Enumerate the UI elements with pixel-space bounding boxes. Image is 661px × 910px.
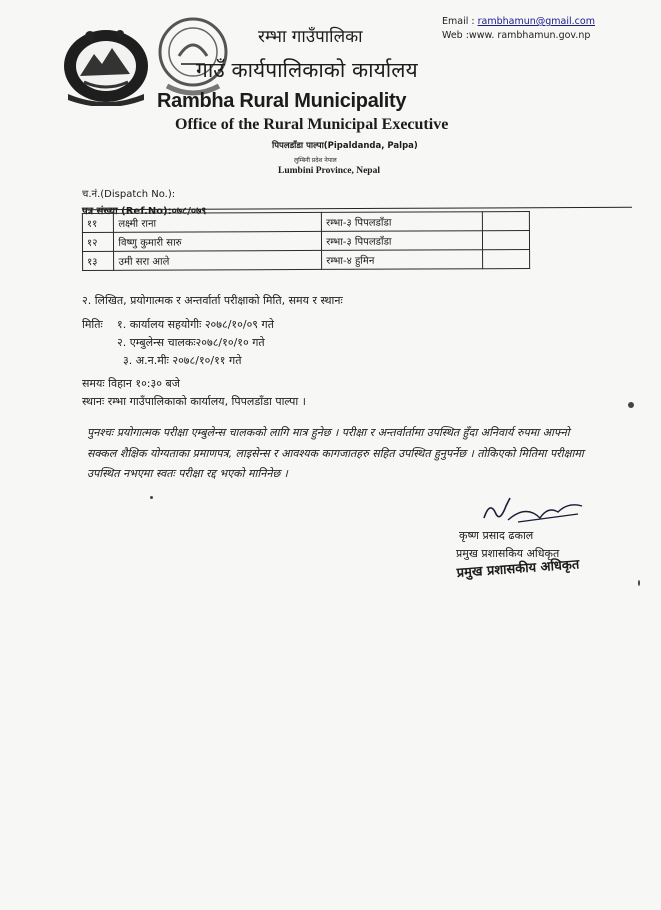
email-label: Email : — [442, 16, 475, 27]
serial-cell: १२ — [82, 232, 113, 251]
exam-date-item: १. कार्यालय सहयोगीः २०७८/१०/०९ गते — [117, 318, 274, 331]
empty-cell — [483, 212, 530, 231]
municipality-name-en: Rambha Rural Municipality — [157, 90, 407, 112]
empty-cell — [483, 231, 530, 250]
reference-number: पत्र संख्या (Ref.No):०७८/०७९ — [82, 206, 207, 217]
exam-venue: स्थानः रम्भा गाउँपालिकाको कार्यालय, पिपलडाँडा पाल्पा । — [82, 395, 306, 408]
contact-block — [442, 15, 595, 43]
table-row — [83, 250, 530, 271]
office-name-np: गाउँ कार्यपालिकाको कार्यालय — [196, 58, 418, 82]
address-cell: रम्भा-४ हुमिन — [322, 250, 483, 270]
website-text: Web :www. rambhamun.gov.np — [442, 30, 591, 41]
address-cell: रम्भा-३ पिपलडाँडा — [322, 212, 483, 232]
serial-cell: ११ — [82, 213, 113, 232]
municipality-name-np: रम्भा गाउँपालिका — [258, 27, 363, 47]
table-row — [82, 212, 529, 233]
province-line-np: लुम्बिनी प्रदेश नेपाल — [294, 157, 337, 164]
name-cell: विष्णु कुमारी सारु — [114, 231, 322, 251]
official-stamp: प्रमुख प्रशासकीय अधिकृत — [456, 557, 580, 581]
name-cell: उमी सरा आले — [114, 250, 322, 270]
email-link[interactable]: rambhamun@gmail.com — [477, 16, 595, 27]
signatory-name: कृष्ण प्रसाद ढकाल — [459, 529, 534, 542]
scan-speck — [628, 402, 634, 408]
table-row — [82, 231, 529, 252]
address-line: पिपलडाँडा पाल्पा(Pipaldanda, Palpa) — [272, 141, 418, 151]
date-label: मितिः — [82, 318, 103, 331]
exam-date-item: ३. अ.न.मीः २०७८/१०/११ गते — [123, 354, 242, 367]
name-cell: लक्ष्मी राना — [114, 212, 322, 232]
exam-date-item: २. एम्बुलेन्स चालकः२०७८/१०/१० गते — [117, 336, 265, 349]
nepal-emblem-logo — [60, 24, 152, 106]
scan-speck — [150, 496, 153, 499]
address-cell: रम्भा-३ पिपलडाँडा — [322, 231, 483, 251]
candidate-table — [82, 211, 530, 271]
signatory-title: प्रमुख प्रशासकिय अधिकृत — [456, 547, 560, 560]
dispatch-number: च.नं.(Dispatch No.): — [82, 189, 176, 200]
serial-cell: १३ — [83, 251, 114, 270]
empty-cell — [483, 250, 530, 269]
province-line-en: Lumbini Province, Nepal — [278, 166, 380, 176]
exam-time: समयः विहान १०:३० बजे — [82, 377, 180, 390]
handwritten-signature — [478, 492, 588, 526]
postscript-note: पुनश्चः प्रयोगात्मक परीक्षा एम्बुलेन्स चालकको लागि मात्र हुनेछ । परीक्षा र अन्तर्वार्तामा उपस्थित हुँदा अनिवार्य रुपमा आफ्नो सक्कल शैक्षिक योग्यताका प्रमाणपत्र, लाइसेन्स र आवश्यक कागजातहरु सहित उपस्थित हुनुपर्नेछ । तोकिएको मितिमा परीक्षामा उपस्थित नभएमा स्वतः परीक्षा रद्द भएको मानिनेछ । — [87, 426, 584, 480]
office-name-en: Office of the Rural Municipal Executive — [175, 116, 449, 133]
scan-speck — [638, 580, 640, 586]
exam-section-heading: २. लिखित, प्रयोगात्मक र अन्तर्वार्ता परीक्षाको मिति, समय र स्थानः — [82, 294, 343, 307]
